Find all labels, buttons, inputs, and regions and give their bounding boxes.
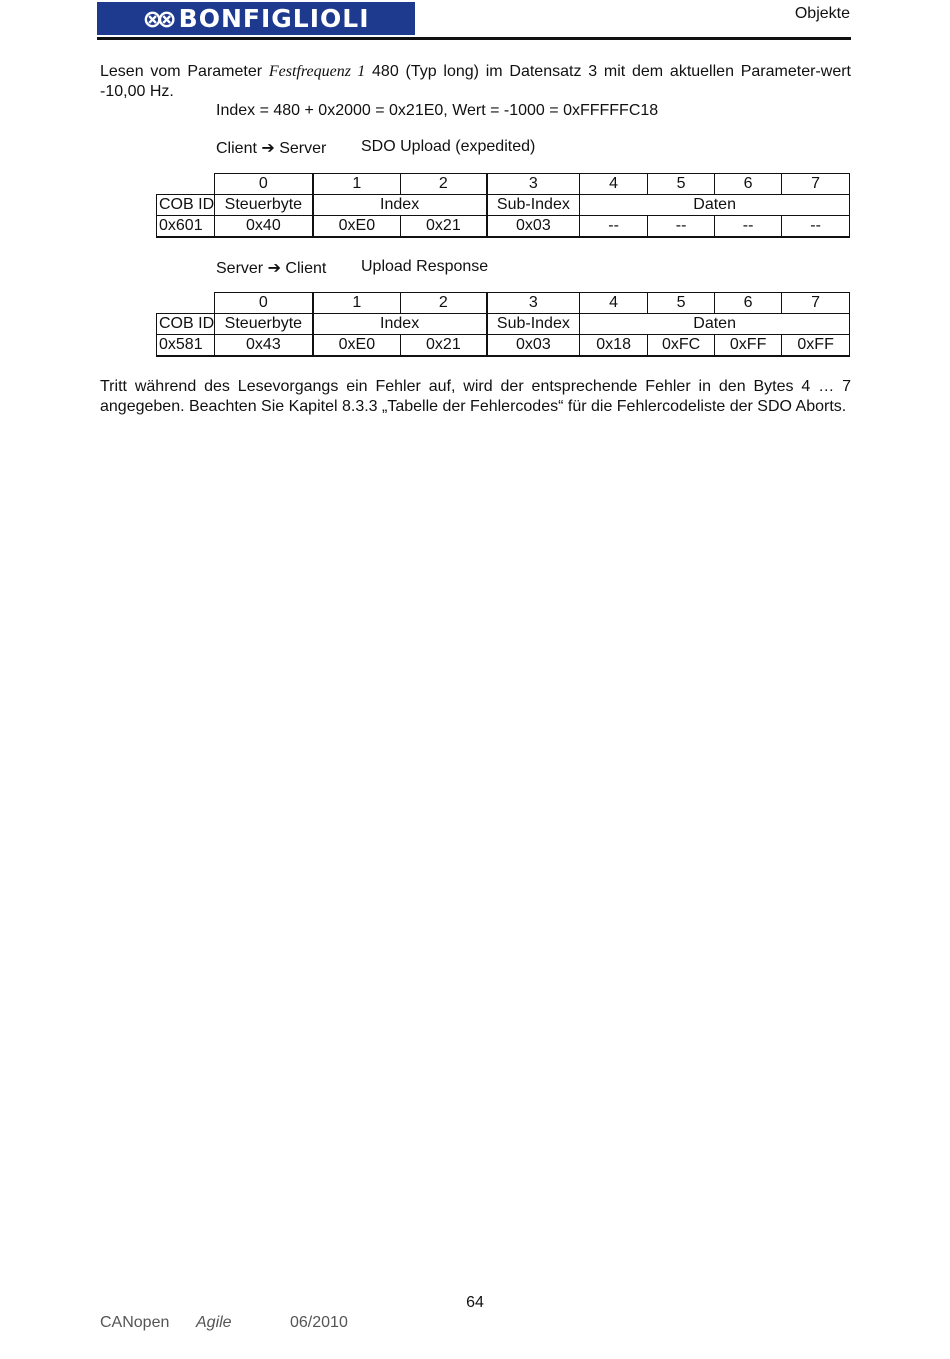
daten-label: Daten [580, 314, 850, 335]
byte-value: -- [782, 216, 850, 238]
byte-number-row [157, 174, 850, 195]
byte-number: 5 [648, 293, 715, 314]
byte-number: 0 [215, 293, 313, 314]
byte-value: 0xFC [648, 335, 715, 357]
byte-value: 0x03 [487, 335, 580, 357]
cob-id-label: COB ID [157, 314, 215, 335]
byte-number: 7 [782, 174, 850, 195]
response-direction: Server ➔ Client [216, 260, 327, 277]
byte-number: 1 [313, 174, 401, 195]
byte-value: 0xE0 [313, 335, 401, 357]
byte-value: 0x43 [215, 335, 313, 357]
field-label-row [157, 314, 850, 335]
byte-value: 0x18 [580, 335, 648, 357]
byte-number: 2 [401, 293, 487, 314]
brand-name: BONFIGLIOLI [178, 4, 370, 33]
field-label-row [157, 195, 850, 216]
byte-number: 4 [580, 174, 648, 195]
steuerbyte-label: Steuerbyte [215, 195, 313, 216]
parameter-name: Festfrequenz 1 [268, 63, 366, 80]
logo-mark-icon: ⊗⊗ [142, 4, 171, 33]
byte-value: 0x03 [487, 216, 580, 238]
footer-product: CANopen [100, 1314, 170, 1331]
byte-value: 0xE0 [313, 216, 401, 238]
byte-value: 0x21 [401, 216, 487, 238]
footer-series: Agile [196, 1314, 232, 1331]
byte-number: 1 [313, 293, 401, 314]
index-label: Index [313, 195, 487, 216]
bonfiglioli-logo [97, 2, 415, 35]
byte-number: 0 [215, 174, 313, 195]
page-number: 64 [466, 1294, 484, 1311]
intro-text-end: 480 (Typ long) im Datensatz 3 mit dem aktuellen Parameter-wert -10,00 Hz. [100, 63, 851, 100]
byte-number: 4 [580, 293, 648, 314]
byte-value: 0x21 [401, 335, 487, 357]
byte-value-row [157, 216, 850, 238]
footer-date: 06/2010 [290, 1314, 348, 1331]
cob-id-label: COB ID [157, 195, 215, 216]
response-service: Upload Response [361, 258, 489, 275]
byte-number: 6 [715, 174, 782, 195]
subindex-label: Sub-Index [487, 314, 580, 335]
sdo-upload-request-table [156, 173, 850, 238]
cob-id-value: 0x581 [157, 335, 215, 357]
subindex-label: Sub-Index [487, 195, 580, 216]
index-label: Index [313, 314, 487, 335]
index-value-formula: Index = 480 + 0x2000 = 0x21E0, Wert = -1000 = 0xFFFFFC18 [216, 102, 659, 119]
byte-value: 0xFF [715, 335, 782, 357]
byte-value: 0xFF [782, 335, 850, 357]
byte-number-row [157, 293, 850, 314]
byte-value: -- [715, 216, 782, 238]
byte-number: 3 [487, 174, 580, 195]
byte-number: 5 [648, 174, 715, 195]
byte-value: -- [648, 216, 715, 238]
byte-value-row [157, 335, 850, 357]
daten-label: Daten [580, 195, 850, 216]
intro-paragraph [100, 62, 851, 102]
byte-number: 7 [782, 293, 850, 314]
byte-value: 0x40 [215, 216, 313, 238]
empty-cell [157, 174, 215, 195]
byte-value: -- [580, 216, 648, 238]
byte-number: 3 [487, 293, 580, 314]
steuerbyte-label: Steuerbyte [215, 314, 313, 335]
request-direction: Client ➔ Server [216, 140, 327, 157]
request-service: SDO Upload (expedited) [361, 138, 536, 155]
error-note-paragraph: Tritt während des Lesevorgangs ein Fehler auf, wird der entsprechende Fehler in den Bytes 4 … 7 angegeben. Beachten Sie Kapitel 8.3.3 „Tabelle der Fehlercodes“ für die Fehlercodeliste der SDO Aborts. [100, 378, 851, 415]
intro-text-start: Lesen vom Parameter [100, 63, 269, 80]
byte-number: 2 [401, 174, 487, 195]
empty-cell [157, 293, 215, 314]
upload-response-table [156, 292, 850, 357]
cob-id-value: 0x601 [157, 216, 215, 238]
header-divider [97, 37, 851, 40]
byte-number: 6 [715, 293, 782, 314]
section-title: Objekte [794, 5, 850, 22]
